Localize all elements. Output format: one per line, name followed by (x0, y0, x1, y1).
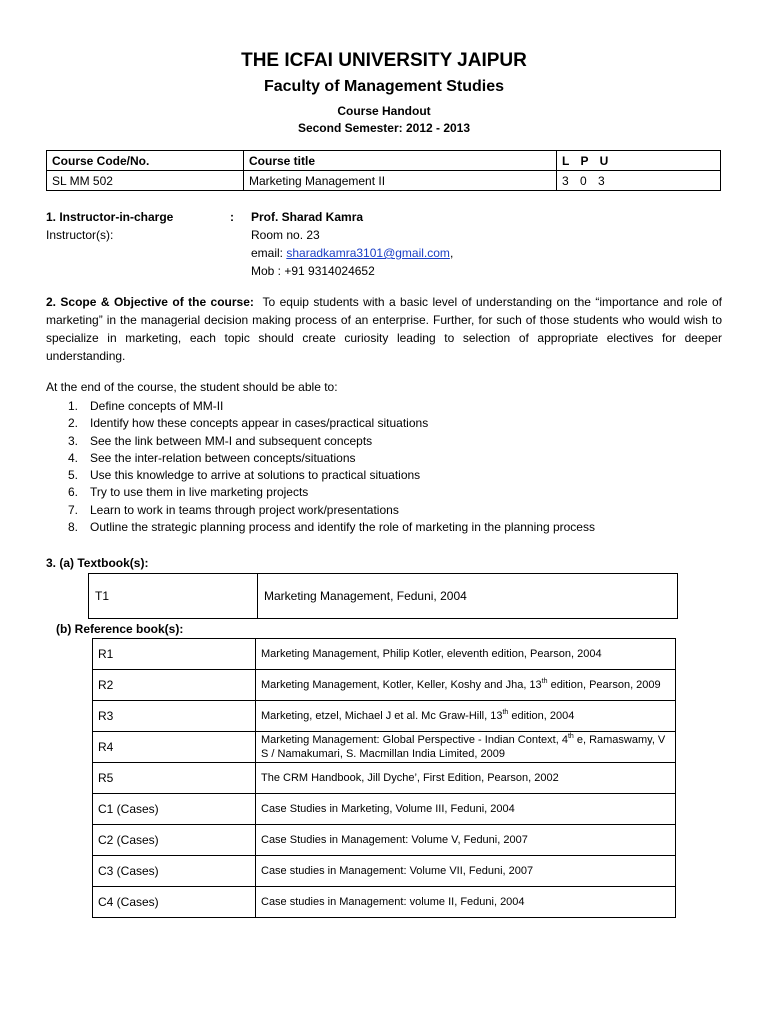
list-text: See the inter-relation between concepts/situations (90, 450, 356, 465)
email-suffix: , (449, 246, 454, 260)
room-number: Room no. 23 (251, 228, 320, 242)
table-row (93, 639, 676, 670)
course-table-row (47, 171, 721, 191)
scope-objective-paragraph (46, 293, 722, 365)
list-item (46, 519, 595, 536)
list-item (46, 433, 595, 450)
reference-key: C1 (Cases) (93, 794, 256, 825)
instructor-colon: : (230, 210, 234, 224)
list-number: 4. (68, 450, 79, 465)
reference-value: Case Studies in Management: Volume V, Feduni, 2007 (256, 825, 676, 856)
list-item (46, 415, 595, 432)
list-item (46, 467, 595, 484)
email-label: email: (251, 246, 287, 260)
reference-key: R1 (93, 639, 256, 670)
reference-key: C4 (Cases) (93, 887, 256, 918)
list-number: 1. (68, 399, 79, 413)
reference-key: R5 (93, 763, 256, 794)
textbooks-table (88, 573, 678, 619)
course-title-value: Marketing Management II (244, 171, 557, 191)
list-text: Use this knowledge to arrive at solutions to practical situations (90, 468, 421, 483)
reference-value (256, 701, 676, 732)
reference-value: Marketing Management, Philip Kotler, eleventh edition, Pearson, 2004 (256, 639, 676, 670)
instructors-label: Instructor(s): (46, 228, 114, 242)
reference-value: Case Studies in Marketing, Volume III, Feduni, 2004 (256, 794, 676, 825)
list-text: Learn to work in teams through project work/presentations (90, 502, 399, 517)
course-code-header: Course Code/No. (47, 151, 244, 171)
reference-superscript: th (567, 733, 574, 740)
outcomes-intro: At the end of the course, the student should be able to: (46, 380, 338, 394)
textbook-value: Marketing Management, Feduni, 2004 (258, 574, 678, 619)
course-table-header-row (47, 151, 721, 171)
reference-key: C3 (Cases) (93, 856, 256, 887)
list-item (46, 484, 595, 501)
reference-key: C2 (Cases) (93, 825, 256, 856)
reference-text: Marketing, etzel, Michael J et al. Mc Graw-Hill, 13 (261, 710, 503, 722)
reference-value (256, 670, 676, 701)
university-title: THE ICFAI UNIVERSITY JAIPUR (241, 50, 527, 71)
list-text: Outline the strategic planning process and identify the role of marketing in the planning process (90, 520, 595, 535)
table-row (93, 701, 676, 732)
outcomes-list (46, 398, 595, 536)
list-number: 5. (68, 468, 79, 483)
scope-heading: 2. Scope & Objective of the course: (46, 295, 254, 309)
faculty-title: Faculty of Management Studies (263, 78, 505, 95)
course-info-table (46, 150, 721, 191)
list-item (46, 502, 595, 519)
textbook-key: T1 (89, 574, 258, 619)
reference-key: R3 (93, 701, 256, 732)
reference-value (256, 732, 676, 763)
list-number: 2. (68, 416, 79, 431)
references-heading: (b) Reference book(s): (56, 622, 184, 636)
list-number: 6. (68, 485, 79, 500)
table-row (93, 856, 676, 887)
lpu-value: 3 0 3 (557, 171, 721, 191)
reference-text-end: edition, 2004 (508, 710, 575, 722)
reference-text-end: e, Ramaswamy, V S / Namakumari, S. Macmillan India Limited, 2009 (261, 734, 666, 760)
list-text: Define concepts of MM-II (90, 399, 224, 413)
reference-key: R2 (93, 670, 256, 701)
table-row (89, 574, 678, 619)
email-link[interactable]: sharadkamra3101@gmail.com (286, 246, 450, 260)
course-code-value: SL MM 502 (47, 171, 244, 191)
mobile-number: Mob : +91 9314024652 (251, 264, 375, 278)
table-row (93, 732, 676, 763)
table-row (93, 763, 676, 794)
list-number: 8. (68, 520, 79, 535)
textbooks-heading: 3. (a) Textbook(s): (46, 556, 149, 570)
semester-line: Second Semester: 2012 - 2013 (297, 121, 471, 135)
reference-text: Marketing Management, Kotler, Keller, Koshy and Jha, 13 (261, 679, 542, 691)
scope-text: To equip students with a basic level of understanding on the “importance and role of marketing” in the managerial decision making process of an enterprise. Further, for such of those students who would wish to specialize in marketing, each topic should create curiosity leading to selection of appropriate electives for deeper understanding. (46, 295, 722, 363)
table-row (93, 794, 676, 825)
document-type: Course Handout (337, 104, 431, 118)
instructor-name: Prof. Sharad Kamra (251, 210, 364, 224)
list-item (46, 450, 595, 467)
reference-key: R4 (93, 732, 256, 763)
reference-superscript: th (541, 678, 548, 685)
course-title-header: Course title (244, 151, 557, 171)
reference-text-end: edition, Pearson, 2009 (547, 679, 661, 691)
reference-superscript: th (502, 709, 509, 716)
table-row (93, 887, 676, 918)
table-row (93, 670, 676, 701)
references-table (92, 638, 676, 918)
list-item (46, 398, 595, 415)
lpu-header: L P U (557, 151, 721, 171)
instructor-in-charge-label: 1. Instructor-in-charge (46, 210, 174, 224)
reference-value: The CRM Handbook, Jill Dyche’, First Edition, Pearson, 2002 (256, 763, 676, 794)
list-text: See the link between MM-I and subsequent concepts (90, 433, 373, 448)
email-line (251, 244, 453, 262)
reference-text: Marketing Management: Global Perspective - Indian Context, 4 (261, 734, 568, 746)
table-row (93, 825, 676, 856)
list-text: Try to use them in live marketing projects (90, 485, 309, 500)
reference-value: Case studies in Management: volume II, Feduni, 2004 (256, 887, 676, 918)
reference-value: Case studies in Management: Volume VII, Feduni, 2007 (256, 856, 676, 887)
list-number: 7. (68, 502, 79, 517)
list-text: Identify how these concepts appear in cases/practical situations (90, 416, 429, 431)
list-number: 3. (68, 433, 79, 448)
